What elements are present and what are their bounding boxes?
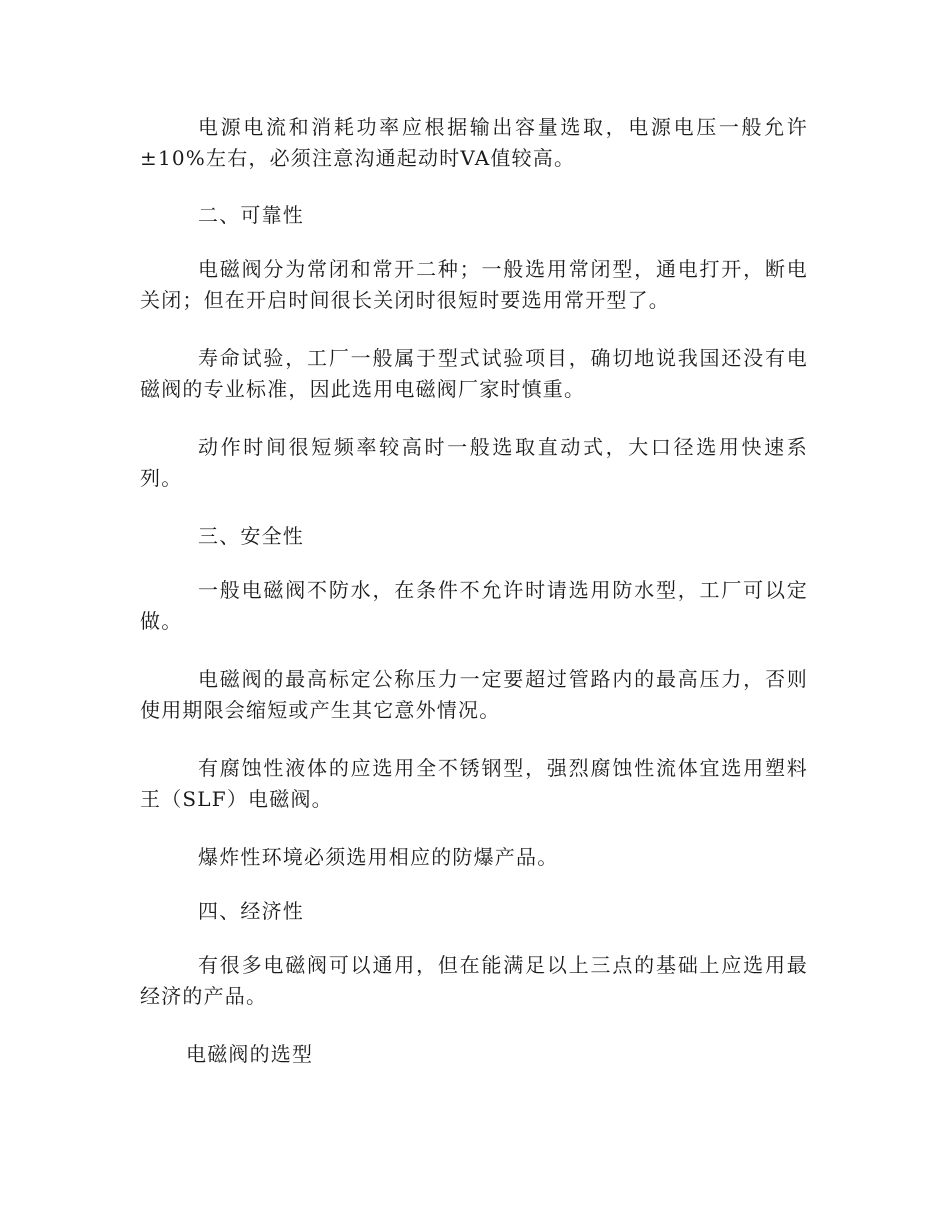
paragraph-corrosive: 有腐蚀性液体的应选用全不锈钢型，强烈腐蚀性流体宜选用塑料王（SLF）电磁阀。 [140, 756, 808, 811]
paragraph-waterproof: 一般电磁阀不防水，在条件不允许时请选用防水型，工厂可以定做。 [140, 578, 808, 633]
paragraph-life-test: 寿命试验，工厂一般属于型式试验项目，确切地说我国还没有电磁阀的专业标准，因此选用电磁阀厂家时慎重。 [140, 346, 808, 401]
paragraph-action-time: 动作时间很短频率较高时一般选取直动式，大口径选用快速系列。 [140, 435, 808, 490]
section-heading-reliability: 二、可靠性 [198, 203, 304, 227]
paragraph-explosive: 爆炸性环境必须选用相应的防爆产品。 [198, 845, 559, 869]
paragraph-power-supply: 电源电流和消耗功率应根据输出容量选取，电源电压一般允许±10%左右，必须注意沟通起动时VA值较高。 [140, 115, 808, 170]
section-heading-safety: 三、安全性 [198, 524, 304, 548]
paragraph-pressure: 电磁阀的最高标定公称压力一定要超过管路内的最高压力，否则使用期限会缩短或产生其它意外情况。 [140, 667, 808, 722]
section-heading-economy: 四、经济性 [198, 899, 304, 923]
paragraph-general-use: 有很多电磁阀可以通用，但在能满足以上三点的基础上应选用最经济的产品。 [140, 953, 808, 1008]
paragraph-normally-closed: 电磁阀分为常闭和常开二种；一般选用常闭型，通电打开，断电关闭；但在开启时间很长关闭时很短时要选用常开型了。 [140, 257, 808, 312]
subtitle-selection: 电磁阀的选型 [186, 1042, 314, 1066]
